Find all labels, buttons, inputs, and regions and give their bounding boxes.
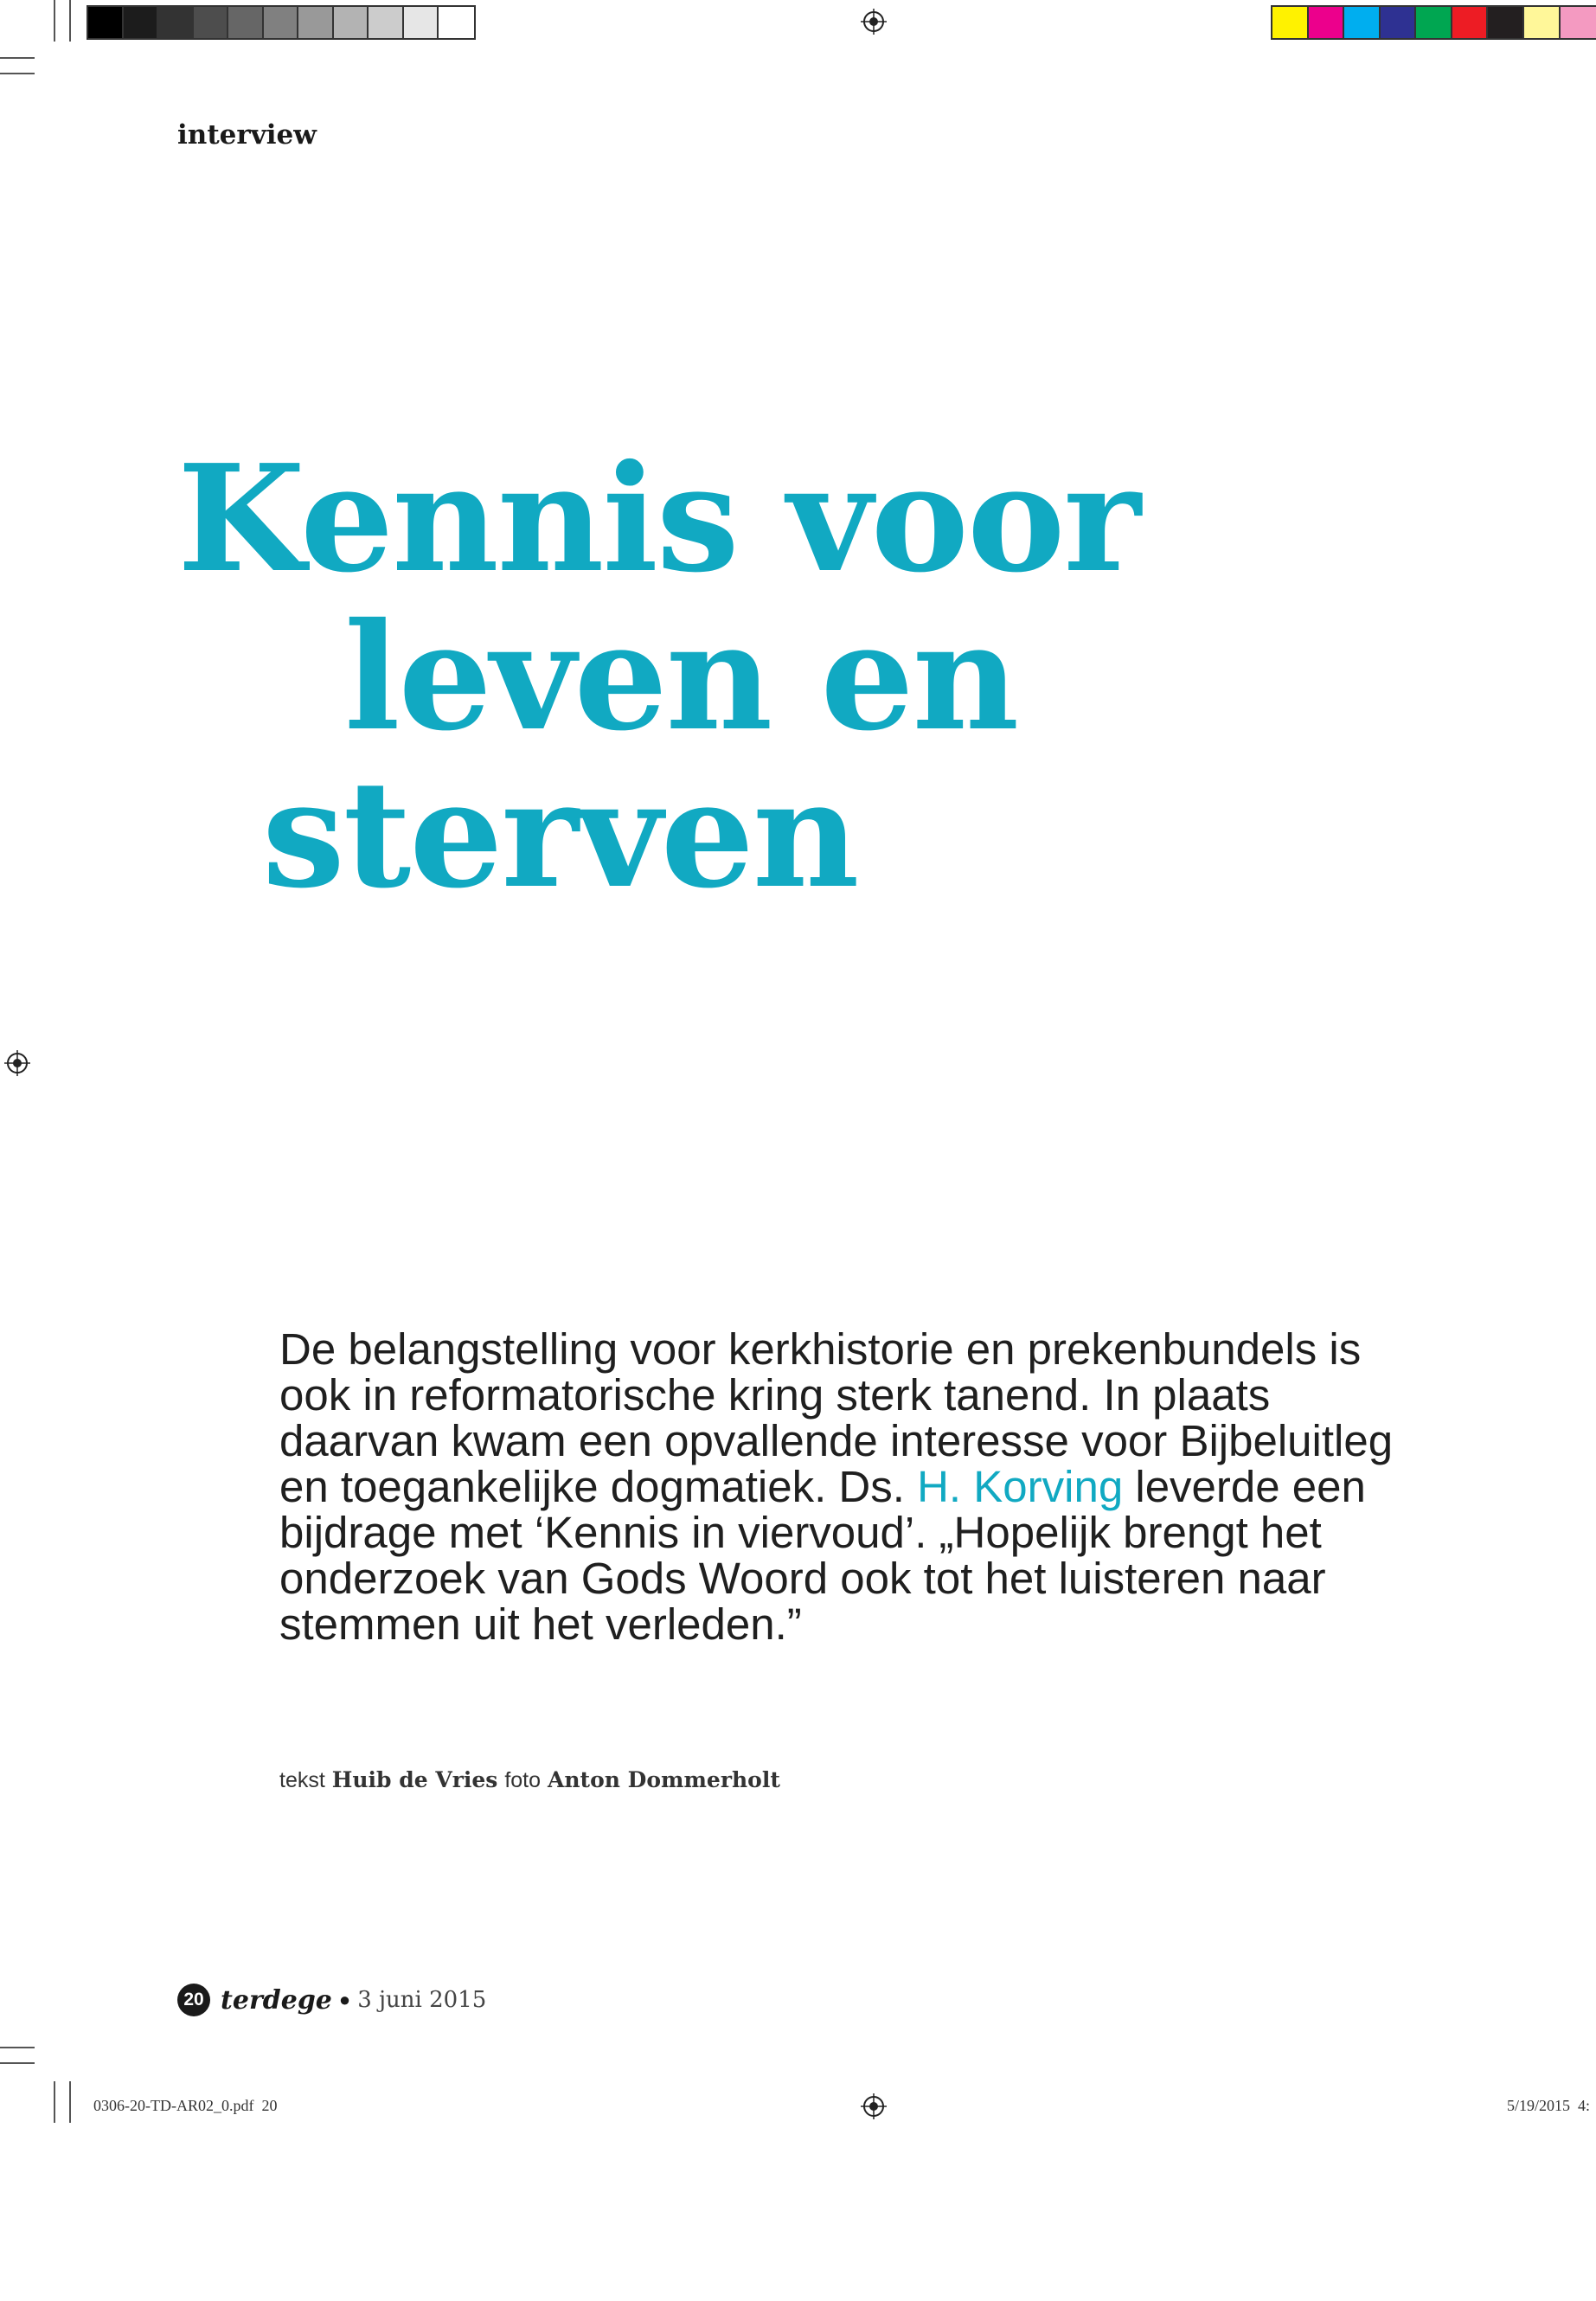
calibration-swatch: [1416, 7, 1452, 38]
registration-mark-icon: [4, 1050, 30, 1076]
calibration-swatch: [228, 7, 264, 38]
crop-mark: [54, 2081, 55, 2123]
crop-mark: [0, 57, 35, 59]
crop-mark: [69, 2081, 71, 2123]
headline-line-2: leven en: [344, 591, 1018, 764]
registration-mark-icon: [861, 9, 887, 35]
calibration-swatch: [334, 7, 369, 38]
highlighted-name: H. Korving: [917, 1462, 1124, 1511]
calibration-swatch: [264, 7, 299, 38]
calibration-swatch: [124, 7, 159, 38]
crop-mark: [54, 0, 55, 42]
calibration-swatch: [404, 7, 439, 38]
calibration-swatch: [1381, 7, 1417, 38]
color-calibration-bar: [1271, 5, 1596, 40]
byline-author: Huib de Vries: [331, 1767, 498, 1792]
byline: [279, 1767, 780, 1793]
issue-date: 3 juni 2015: [357, 1987, 487, 2013]
byline-text-label: tekst: [279, 1768, 325, 1792]
grayscale-calibration-bar: [87, 5, 476, 40]
calibration-swatch: [194, 7, 229, 38]
calibration-swatch: [1309, 7, 1345, 38]
folio: [177, 1983, 486, 2017]
byline-photo-label: foto: [504, 1768, 542, 1792]
byline-photographer: Anton Dommerholt: [547, 1767, 780, 1792]
crop-mark: [0, 2047, 35, 2048]
calibration-swatch: [1272, 7, 1309, 38]
calibration-swatch: [1524, 7, 1561, 38]
calibration-swatch: [1344, 7, 1381, 38]
calibration-swatch: [1561, 7, 1596, 38]
registration-mark-icon: [861, 2093, 887, 2119]
calibration-swatch: [298, 7, 334, 38]
calibration-swatch: [158, 7, 194, 38]
calibration-swatch: [1452, 7, 1489, 38]
calibration-swatch: [439, 7, 474, 38]
calibration-swatch: [1488, 7, 1524, 38]
intro-paragraph: [279, 1326, 1404, 1647]
bullet-separator: ●: [338, 1989, 351, 2010]
headline-line-3: sterven: [262, 748, 858, 921]
calibration-swatch: [88, 7, 124, 38]
headline-line-1: Kennis voor: [177, 433, 1139, 606]
crop-mark: [0, 73, 35, 74]
print-slug-timestamp: 5/19/2015 4:: [1507, 2097, 1591, 2114]
crop-mark: [69, 0, 71, 42]
print-slug-file: 0306-20-TD-AR02_0.pdf 20: [93, 2097, 278, 2114]
intro-text: De belangstelling voor kerkhistorie en prekenbundels is ook in reformatorische kring sterk tanend. In plaats daarvan kwam een opvallende interesse voor Bijbeluitleg en toegankelijke dogmatiek. Ds.: [279, 1324, 1394, 1511]
brand-logo: terdege: [221, 1984, 332, 2016]
intro-text-continued: leverde een bijdrage met ‘Kennis in viervoud’. „Hopelijk brengt het onderzoek van Gods Woord ook tot het luisteren naar stemmen uit het verleden.”: [279, 1462, 1366, 1649]
page-number: 20: [177, 1984, 210, 2016]
section-label: interview: [177, 119, 317, 151]
calibration-swatch: [369, 7, 404, 38]
crop-mark: [0, 2062, 35, 2064]
